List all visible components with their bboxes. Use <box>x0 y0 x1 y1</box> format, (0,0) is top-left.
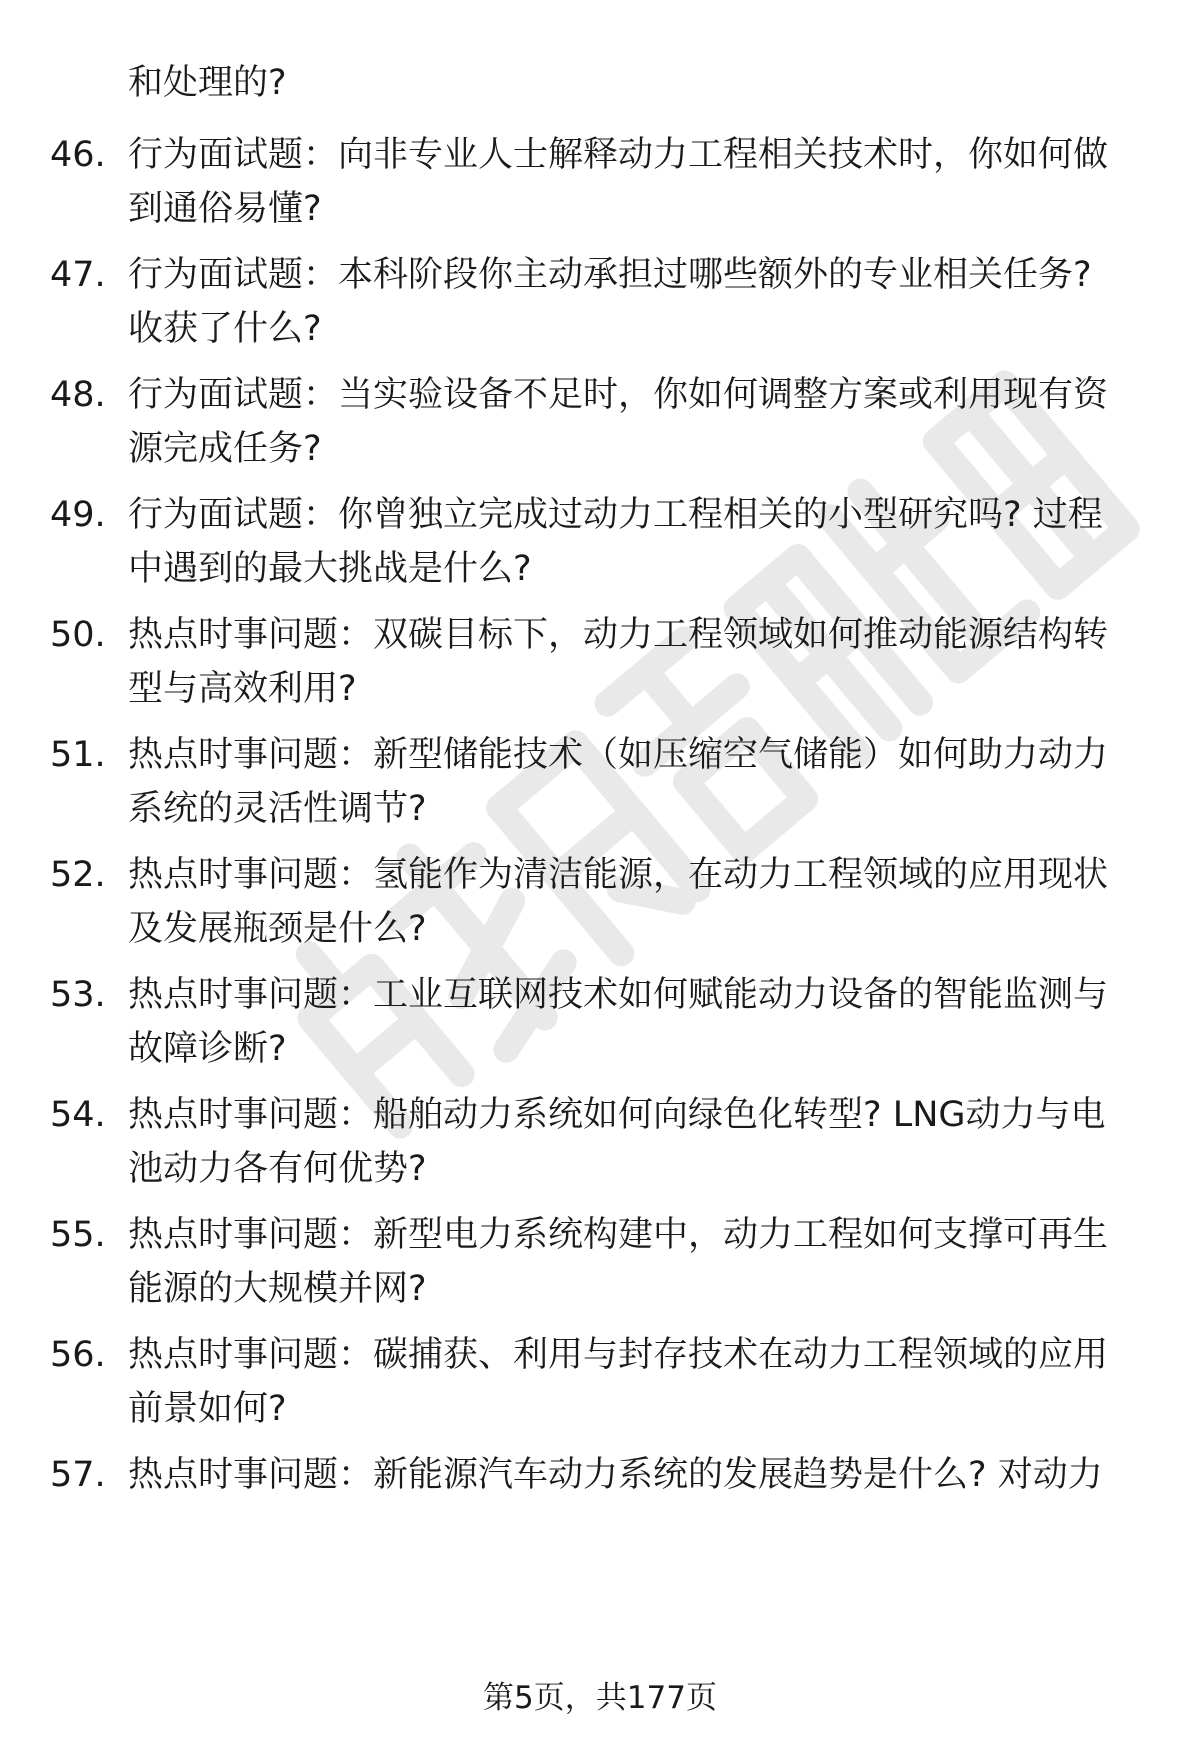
question-text-line: 中遇到的最大挑战是什么? <box>128 549 532 589</box>
question-text-line: 热点时事问题：新型电力系统构建中，动力工程如何支撑可再生 <box>128 1215 1109 1255</box>
list-item <box>0 1330 1200 1440</box>
question-number: 47. <box>50 255 106 295</box>
question-text-line: 热点时事问题：新能源汽车动力系统的发展趋势是什么? 对动力 <box>128 1455 1103 1495</box>
question-text-line: 及发展瓶颈是什么? <box>128 909 427 949</box>
question-number: 51. <box>50 735 106 775</box>
question-number: 52. <box>50 855 106 895</box>
question-text-line: 热点时事问题：新型储能技术（如压缩空气储能）如何助力动力 <box>128 735 1109 775</box>
question-text-line: 热点时事问题：工业互联网技术如何赋能动力设备的智能监测与 <box>128 975 1109 1015</box>
question-number: 56. <box>50 1335 106 1375</box>
list-item <box>0 970 1200 1080</box>
question-number: 46. <box>50 135 106 175</box>
list-item <box>0 850 1200 960</box>
question-text-line: 热点时事问题：氢能作为清洁能源，在动力工程领域的应用现状 <box>128 855 1109 895</box>
question-text-line: 热点时事问题：船舶动力系统如何向绿色化转型? LNG动力与电 <box>128 1095 1106 1135</box>
question-number: 48. <box>50 375 106 415</box>
list-item <box>0 610 1200 720</box>
question-text-line: 行为面试题：当实验设备不足时，你如何调整方案或利用现有资 <box>128 375 1109 415</box>
question-text-line: 热点时事问题：双碳目标下，动力工程领域如何推动能源结构转 <box>128 615 1109 655</box>
question-text-line: 到通俗易懂? <box>128 189 322 229</box>
question-number: 53. <box>50 975 106 1015</box>
question-text-line: 热点时事问题：碳捕获、利用与封存技术在动力工程领域的应用 <box>128 1335 1109 1375</box>
question-number: 49. <box>50 495 106 535</box>
question-number: 57. <box>50 1455 106 1495</box>
list-item <box>0 490 1200 600</box>
question-text-line: 型与高效利用? <box>128 669 357 709</box>
question-text-line: 收获了什么? <box>128 309 322 349</box>
page-footer: 第5页，共177页 <box>483 1680 717 1716</box>
list-item <box>0 1210 1200 1320</box>
question-text-line: 能源的大规模并网? <box>128 1269 427 1309</box>
continuation-text: 和处理的? <box>128 63 287 103</box>
list-item <box>0 130 1200 240</box>
question-number: 55. <box>50 1215 106 1255</box>
question-number: 54. <box>50 1095 106 1135</box>
question-text-line: 行为面试题：向非专业人士解释动力工程相关技术时，你如何做 <box>128 135 1109 175</box>
list-item <box>0 370 1200 480</box>
question-text-line: 源完成任务? <box>128 429 322 469</box>
list-item <box>0 1450 1200 1560</box>
question-text-line: 系统的灵活性调节? <box>128 789 427 829</box>
list-item <box>0 730 1200 840</box>
question-text-line: 行为面试题：本科阶段你主动承担过哪些额外的专业相关任务? <box>128 255 1092 295</box>
question-text-line: 池动力各有何优势? <box>128 1149 427 1189</box>
question-number: 50. <box>50 615 106 655</box>
list-item <box>0 1090 1200 1200</box>
question-text-line: 故障诊断? <box>128 1029 287 1069</box>
question-text-line: 行为面试题：你曾独立完成过动力工程相关的小型研究吗? 过程 <box>128 495 1103 535</box>
list-item <box>0 250 1200 360</box>
question-text-line: 前景如何? <box>128 1389 287 1429</box>
